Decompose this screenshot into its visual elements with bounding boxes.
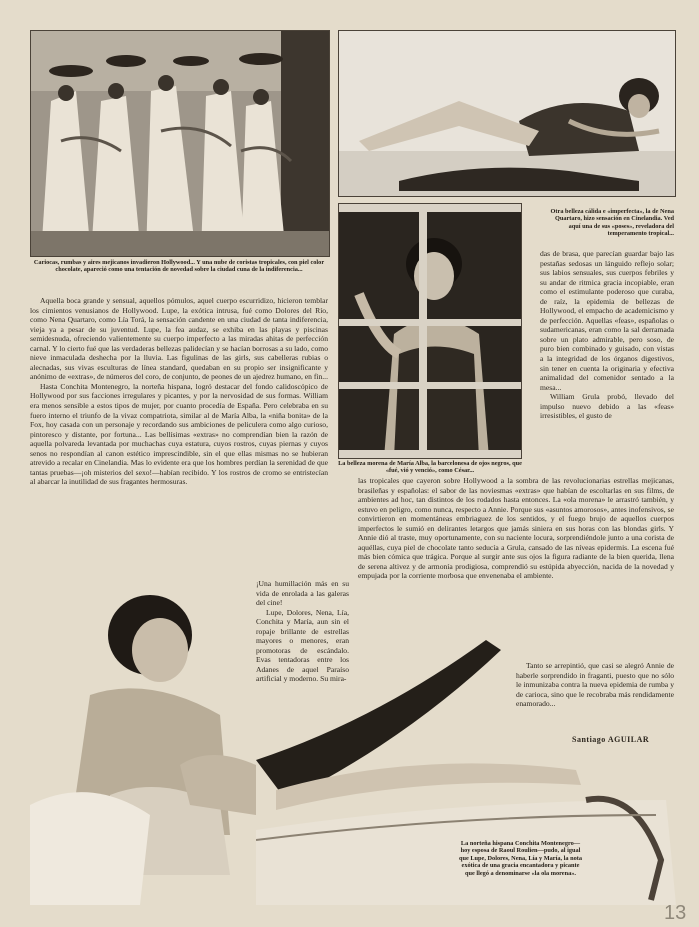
paragraph: Lupe, Dolores, Nena, Lía, Conchita y María, aun sin el ropaje brillante de estrellas mayores o menores, eran promotoras de escándalo. Evas tentadoras entre los Adanes de aquel Paraíso artificial y moderno. Su mira- bbox=[256, 607, 349, 684]
page-number: 13 bbox=[664, 902, 687, 924]
reclining-woman-photo bbox=[338, 30, 676, 197]
paragraph: ¡Una humillación más en su vida de enrolada a las galeras del cine! bbox=[256, 579, 349, 608]
caption-top-left: Cariocas, rumbas y aires mejicanos invadieron Hollywood... Y una nube de coristas tropicales, con piel color chocolate, apareció como una tentación de novedad sobre la ciudad cuna de la indiferencia... bbox=[33, 259, 325, 274]
caption-middle: La belleza morena de María Alba, la barcelonesa de ojos negros, que «fué, vió y venció», como César... bbox=[338, 460, 522, 475]
paragraph: Aquella boca grande y sensual, aquellos pómulos, aquel cuerpo escurridizo, hicieron temblar los cimientos venusianos de Hollywood. Lupe, la exótica intrusa, fué como Dolores del Río, como Nena Quartaro, como Lía Torá, la sensación candente en una ciudad de tanta indiferencia, vieja ya a pesar de su juventud. Lupe, la fea audaz, se exhiba en las playas y piscinas semidesnuda, ofreciendo valientemente su cuerpo imperfecto a las miradas ahitas de perfección carnal. Y lo cierto fué que las verdaderas bellezas palidecían y se hacían borrosas a su lado, como nieve inmaculada deshecha por la lluvia. Las figulinas de las girls, sus cabelleras rubias o alecnadas, sus vivas esculturas de línea standard, quedaban en su propio ser insignificante y anónimo de «extras», de números del coro, de conjunto, de peones de un ajedrez humano, en fin... bbox=[30, 296, 328, 382]
paragraph: das de brasa, que parecían guardar bajo las pestañas sedosas un lánguido reflejo solar; sus labios sensuales, sus cuerpos febriles y su andar de ritmica gracia incopiable, eran como el estimulante poderoso que curaba, de raíz, la epidemia de bellezas de Hollywood, el empacho de academicismo y de perfección. Aquellas «feas», españolas o sudamericanas, eran como la sal derramada sobre un plato admirable, pero soso, de puro bien combinado y guisado, con vistas a la integridad de los órganos digestivos, sin tener en cuenta la originaria y efectiva animalidad del comenidor sentado a la mesa... bbox=[540, 249, 674, 392]
article-wide-paragraph bbox=[358, 476, 674, 581]
conchita-montenegro-photo bbox=[30, 575, 256, 905]
chorus-dancers-photo bbox=[30, 30, 330, 257]
paragraph: las tropicales que cayeron sobre Hollywood a la sombra de las revolucionarias estrellas mejicanas, brasileñas y españolas: el sabor de las noviesmas «extras» que habían de escoltarlas en sus films, de ambientes ad hoc, tan distintos de los rodados hasta entonces. La «ola morena» le arrastró también, y estuvo en peligro, como nunca, respecto a Annie. Porque sus «asuntos amorosos», antes inofensivos, se convirtieron en momentáneas embriaguez de los sentidos, y el fuego brujo de aquellos cuerpos imperfectos le sumió en delirantes letargos que jamás siniera en sus horas con las blondas girls. Y Annie dió al traste, muy oportunamente, con su naciente locura, sorprendiéndole junto a una corista de aquéllas, cuya piel de chocolate tanto seducía a Grula, cansado de las níveas epidermis. La escena fué más bien cómica que trágica. Porque al surgir ante sus ojos la figura radiante de la bien querida, llena de serena altivez y de armonía prodigiosa, comprendió su estúpida abyección, nacida de la novedad y empujada por la corriente morbosa que envenenaba el ambiente. bbox=[358, 476, 674, 581]
article-right-column bbox=[540, 249, 674, 421]
author-signature: Santiago AGUILAR bbox=[572, 735, 650, 744]
paragraph: Hasta Conchita Montenegro, la norteña hispana, logró destacar del fondo calidoscópico de Hollywood por sus facciones irregulares y picantes, y por la nervosidad de sus formas. William era menos sensible a estos tipos de mujer, por cuanto procedía de España. Pero celebraba en su fuero interno el triunfo de la vivaz compatriota, similar al de María Alba, la «niña bonita» de la Fox, hoy casada con un personaje y recordando sus ambiciones de peliculera como algo curioso, pintoresco y distante, por fortuna... Las bellísimas «extras» no comprendían bien la razón de aquella polvareda levantada por muchachas cuya estatura, cuyos rostros, cuyas piernas y cuyos senos no respondían al canon estético imprescindible, sin el que ellas mismas no se hubieran atrevido a recalar en Cinelandia. Mas lo evidente era que los hombres perdían la serenidad de que tantas pruebas—¡oh misterios del sexo!—habían recibido. Y los rostros de cromo se entristecían al abarcar la inutilidad de sus fragantes hermosuras. bbox=[30, 381, 328, 487]
window-portrait-photo bbox=[338, 203, 522, 459]
caption-top-right: Otra belleza cálida e «imperfecta», la de Nena Quartaro, hizo sensación en Cinelandia. Ved aquí una de sus «poses», reveladora del temperamento tropical... bbox=[550, 208, 674, 238]
paragraph: Tanto se arrepintió, que casi se alegró Annie de haberle sorprendido in fraganti, puesto que no sólo le inmunizaba contra la nueva epidemia de rumba y de carioca, sino que le recobraba más rendidamente enamorado... bbox=[516, 661, 674, 709]
paragraph: William Grula probó, llevado del impulso nuevo debido a las «feas» irresistibles, el gusto de bbox=[540, 392, 674, 421]
article-left-column bbox=[30, 296, 328, 487]
caption-bottom: La norteña hispana Conchita Montenegro—hoy esposa de Raoul Roulien—pudo, al igual que Lupe, Dolores, Nena, Lía y María, la nota exótica de una gracia encantadora y picante que llegó a denominarse «la ola morena». bbox=[458, 840, 583, 877]
